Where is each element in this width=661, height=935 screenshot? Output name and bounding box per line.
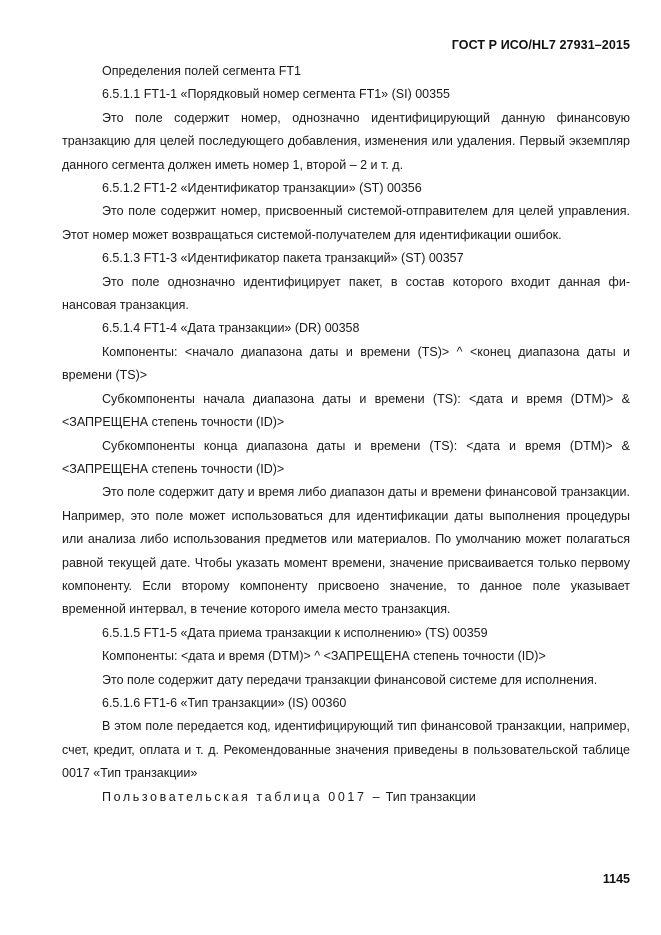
section-heading-ft1-definitions: Определения полей сегмента FT1 xyxy=(102,64,301,78)
field-subcomponents-start-ft1-4: Субкомпоненты начала диапазона даты и времени (TS): <дата и время (DTM)> & <ЗАПРЕЩЕНА степень точности (ID)> xyxy=(62,391,630,430)
field-components-ft1-4: Компоненты: <начало диапазона даты и времени (TS)> ^ <конец диапазона даты и времени (TS)> xyxy=(62,344,630,383)
field-subcomponents-end-ft1-4: Субкомпоненты конца диапазона даты и времени (TS): <дата и время (DTM)> & <ЗАПРЕЩЕНА степень точности (ID)> xyxy=(62,438,630,476)
page-number: 1145 xyxy=(602,872,630,886)
document-body xyxy=(62,60,630,809)
table-caption xyxy=(62,786,630,809)
field-heading-ft1-5: 6.5.1.5 FT1-5 «Дата приема транзакции к исполнению» (TS) 00359 xyxy=(102,625,488,640)
field-heading-ft1-1: 6.5.1.1 FT1-1 «Порядковый номер сегмента FT1» (SI) 00355 xyxy=(102,87,450,102)
field-components-ft1-5: Компоненты: <дата и время (DTM)> ^ <ЗАПРЕЩЕНА степень точности (ID)> xyxy=(102,649,546,664)
field-heading-ft1-2: 6.5.1.2 FT1-2 «Идентификатор транзакции» (ST) 00356 xyxy=(102,181,422,196)
table-caption-prefix: Пользовательская таблица 0017 – xyxy=(102,789,383,804)
field-description-ft1-2: Это поле содержит номер, присвоенный системой-отправителем для целей управления. Этот номер может возвращаться системой-получателем для идентификации ошибок. xyxy=(62,204,630,242)
field-description-ft1-1: Это поле содержит номер, однозначно идентифицирующий данную финансовую транзакцию для целей последующего добавления, изменения или удаления. Первый экземпляр данного сегмента должен иметь номер 1, второй – 2 и т. д. xyxy=(62,110,630,172)
document-header: ГОСТ Р ИСО/HL7 27931–2015 xyxy=(451,38,630,52)
field-heading-ft1-4: 6.5.1.4 FT1-4 «Дата транзакции» (DR) 00358 xyxy=(102,321,360,336)
field-description-ft1-5: Это поле содержит дату передачи транзакции финансовой системе для исполнения. xyxy=(102,672,598,687)
field-description-ft1-4: Это поле содержит дату и время либо диапазон даты и времени финансовой транзакции. Например, это поле может использоваться для идентификации даты выполнения процедуры или анализа либо использования предметов или материалов. По умолчанию может полагаться равной текущей дате. Чтобы указать момент времени, значение присваивается только первому компоненту. Если второму компоненту присвоено значение, то данное поле указывает временной интервал, в течение которого имела место транзакция. xyxy=(62,485,630,617)
field-heading-ft1-6: 6.5.1.6 FT1-6 «Тип транзакции» (IS) 00360 xyxy=(102,695,347,710)
table-caption-title: Тип транзакции xyxy=(385,789,476,804)
field-description-ft1-3: Это поле однозначно идентифицирует пакет, в состав которого входит данная финансовая транзакция. xyxy=(62,274,630,313)
field-heading-ft1-3: 6.5.1.3 FT1-3 «Идентификатор пакета транзакций» (ST) 00357 xyxy=(102,251,464,266)
field-description-ft1-6: В этом поле передается код, идентифицирующий тип финансовой транзакции, например, счет, кредит, оплата и т. д. Рекомендованные значения приведены в пользовательской таблице 0017 «Тип транзакции» xyxy=(62,719,630,781)
